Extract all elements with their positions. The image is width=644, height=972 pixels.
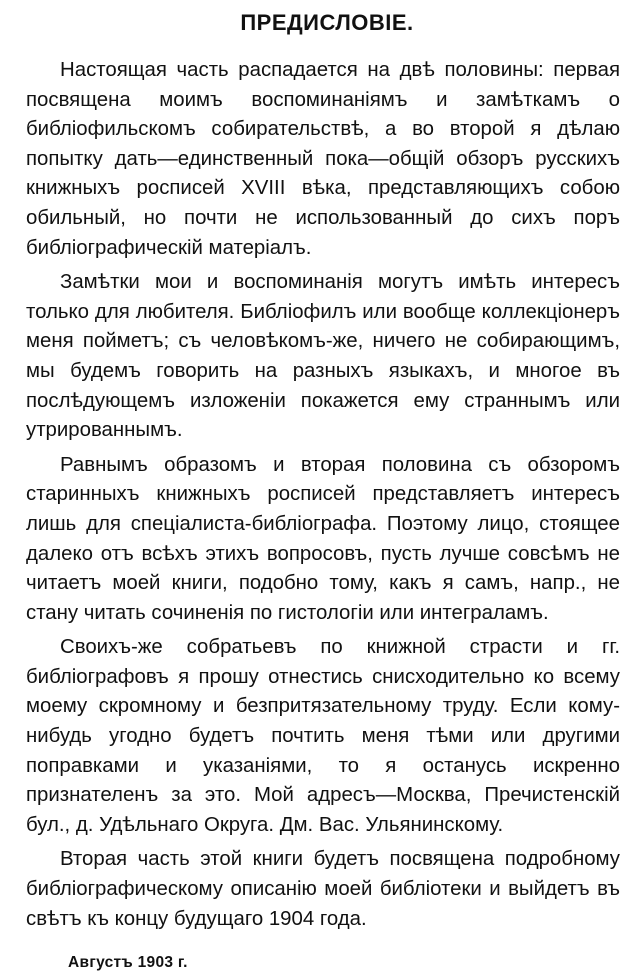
paragraph-1: Настоящая часть распадается на двѣ половины: первая посвящена моимъ воспоминаніямъ и замѣткамъ о библіофильскомъ собирательствѣ, а во второй я дѣлаю попытку дать—единственный пока—общій обзоръ русскихъ книжныхъ росписей XVIII вѣка, представляющихъ собою обильный, но почти не использованный до сихъ поръ библіографическій матеріалъ. (26, 59, 620, 259)
paragraph-5: Вторая часть этой книги будетъ посвящена подробному библіографическому описанію моей библіотеки и выйдетъ въ свѣтъ къ концу будущаго 1904 года. (26, 848, 620, 930)
page-title: ПРЕДИСЛОВІЕ. (240, 10, 414, 35)
paragraph-4: Своихъ-же собратьевъ по книжной страсти и гг. библіографовъ я прошу отнестись снисходительно ко всему моему скромному и безпритязательному труду. Если кому-нибудь угодно будетъ почтить меня тѣми или другими поправками и указаніями, то я останусь искренно признателенъ за это. Мой адресъ—Москва, Пречистенскій бул., д. Удѣльнаго Округа. Дм. Вас. Ульянинскому. (26, 636, 620, 836)
date-line: Августъ 1903 г. (68, 954, 188, 972)
paragraph-2: Замѣтки мои и воспоминанія могутъ имѣть интересъ только для любителя. Библіофилъ или вообще коллекціонеръ меня пойметъ; съ человѣкомъ-же, ничего не собирающимъ, мы будемъ говорить на разныхъ языкахъ, и многое въ послѣдующемъ изложеніи покажется ему страннымъ или утрированнымъ. (26, 271, 620, 442)
paragraph-3: Равнымъ образомъ и вторая половина съ обзоромъ старинныхъ книжныхъ росписей представляетъ интересъ лишь для спеціалиста-библіографа. Поэтому лицо, стоящее далеко отъ всѣхъ этихъ вопросовъ, пусть лучше совсѣмъ не читаетъ моей книги, подобно тому, какъ я самъ, напр., не стану читать сочиненія по гистологіи или интеграламъ. (26, 453, 620, 624)
